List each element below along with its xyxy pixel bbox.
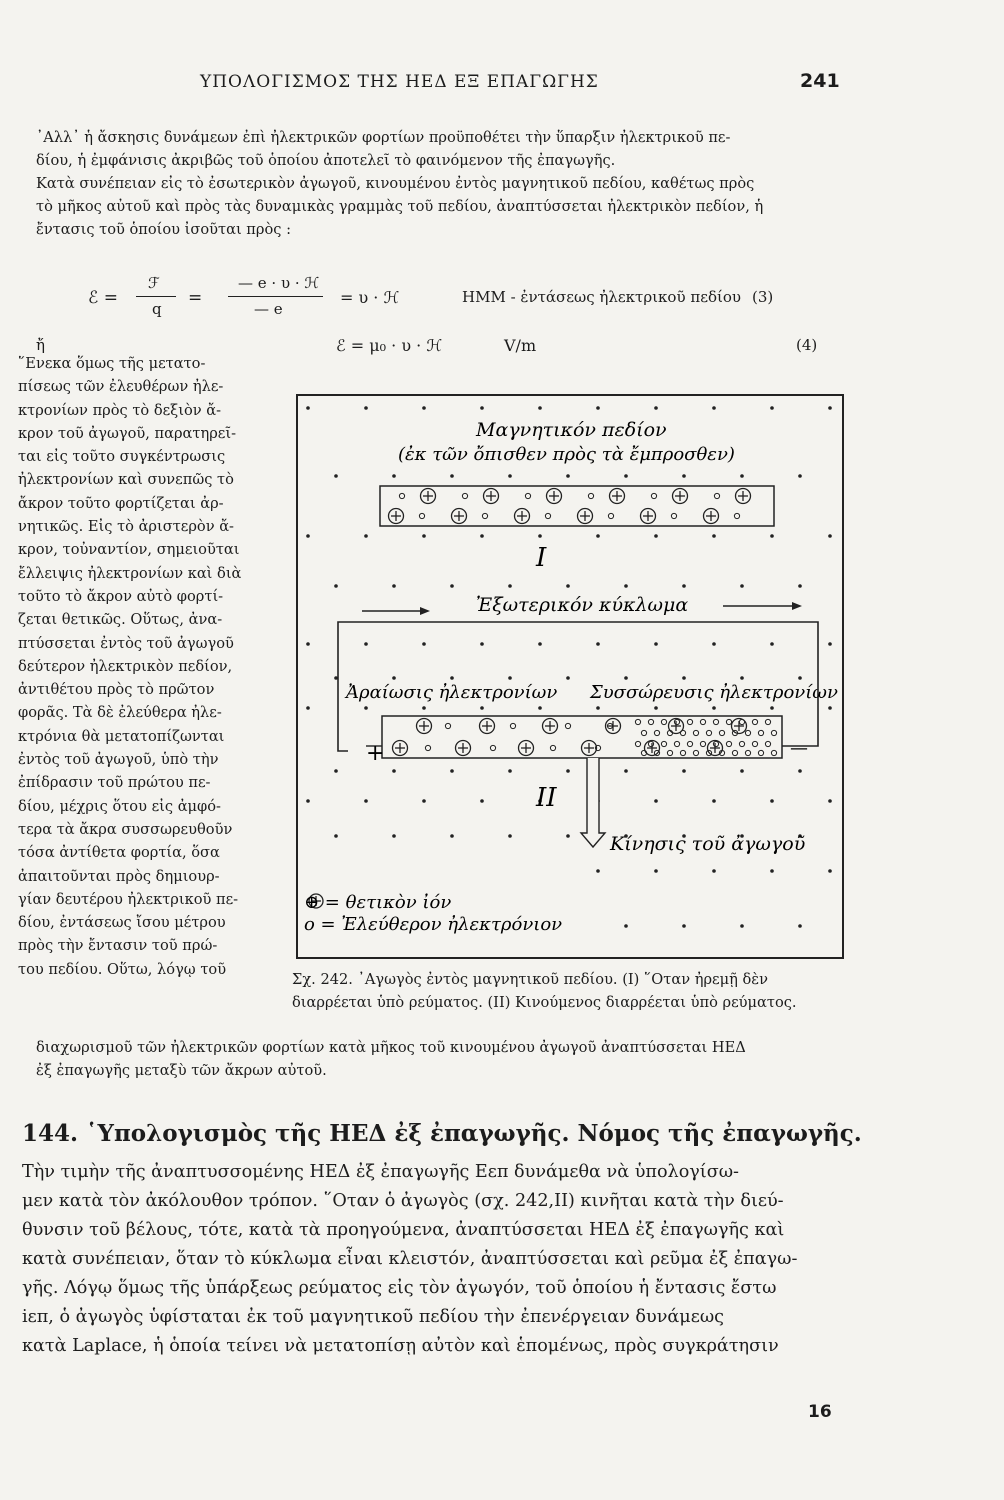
external-circuit-label: Ἐξωτερικόν κύκλωμα <box>476 594 689 616</box>
field-dot <box>654 534 658 538</box>
arrow-head-icon <box>792 602 802 610</box>
text-line: του πεδίου. Οὕτω, λόγῳ τοῦ <box>18 960 227 978</box>
field-dot <box>624 676 628 680</box>
field-dot <box>566 676 570 680</box>
field-dot <box>392 834 396 838</box>
field-dot <box>334 584 338 588</box>
rarefaction-label: Ἀραίωσις ἠλεκτρονίων <box>346 682 558 703</box>
figure-title-1: Μαγνητικόν πεδίον <box>476 419 667 441</box>
field-dot <box>712 706 716 710</box>
field-dot <box>654 799 658 803</box>
field-dot <box>450 584 454 588</box>
eq3-frac1-num: ℱ <box>148 274 160 292</box>
field-dot <box>364 706 368 710</box>
plus-terminal: + <box>366 741 385 766</box>
field-dot <box>566 474 570 478</box>
field-dot <box>828 799 832 803</box>
text-line: κρον, τοὐναντίον, σημειοῦται <box>18 541 240 559</box>
field-dot <box>508 769 512 773</box>
page-number: 241 <box>800 70 840 92</box>
text-line: ται εἰς τοῦτο συγκέντρωσις <box>18 448 226 466</box>
section-heading: 144. ῾Υπολογισμὸς τῆς ΗΕΔ ἐξ ἐπαγωγῆς. Νόμος τῆς ἐπαγωγῆς. <box>22 1120 862 1147</box>
field-dot <box>798 584 802 588</box>
motion-label: Κίνησις τοῦ ἀγωγοῦ <box>610 833 806 855</box>
field-dot <box>364 406 368 410</box>
field-dot <box>306 642 310 646</box>
field-dot <box>306 406 310 410</box>
field-dot <box>480 642 484 646</box>
field-dot <box>450 834 454 838</box>
field-dot <box>538 642 542 646</box>
running-title: ΥΠΟΛΟΓΙΣΜΟΣ ΤΗΣ ΗΕΔ ΕΞ ΕΠΑΓΩΓΗΣ <box>200 72 599 92</box>
figure-title-2: (ἐκ τῶν ὄπισθεν πρὸς τὰ ἔμπροσθεν) <box>398 444 735 465</box>
text-line: ἔλλειψις ἠλεκτρονίων καὶ διὰ <box>18 564 242 582</box>
intro-paragraph <box>36 126 836 241</box>
text-line: δεύτερον ἠλεκτρικὸν πεδίον, <box>18 657 233 675</box>
field-dot <box>712 799 716 803</box>
eq4-prefix: ἤ <box>36 336 45 354</box>
eq4-number: (4) <box>796 336 818 354</box>
figure-drawing <box>298 396 842 957</box>
field-dot <box>740 474 744 478</box>
field-dot <box>596 534 600 538</box>
accumulation-label: Συσσώρευσις ἠλεκτρονίων <box>590 682 838 703</box>
text-line: τοῦτο τὸ ἄκρον αὐτὸ φορτί- <box>18 587 224 605</box>
field-dot <box>624 924 628 928</box>
field-dot <box>682 924 686 928</box>
arrow-head-icon <box>420 607 430 615</box>
text-line: διαχωρισμοῦ τῶν ἠλεκτρικῶν φορτίων κατὰ μῆκος τοῦ κινουμένου ἀγωγοῦ ἀναπτύσσεται ΗΕΔ <box>36 1039 746 1056</box>
field-dot <box>712 869 716 873</box>
text-line: ἄκρον τοῦτο φορτίζεται ἀρ- <box>18 494 224 512</box>
text-line: κρον τοῦ ἀγωγοῦ, παρατηρεῖ- <box>18 424 236 442</box>
field-dot <box>392 769 396 773</box>
eq3-lhs: ℰ = <box>88 288 118 308</box>
field-dot <box>798 769 802 773</box>
eq4-units: V/m <box>504 336 537 355</box>
field-dot <box>682 474 686 478</box>
field-dot <box>364 799 368 803</box>
text-line: ἐντὸς τοῦ ἀγωγοῦ, ὑπὸ τὴν <box>18 751 219 769</box>
field-dot <box>566 834 570 838</box>
signature-mark: 16 <box>808 1402 832 1422</box>
field-dot <box>450 676 454 680</box>
eq3-frac1-den: q <box>152 300 162 318</box>
text-line: δίου, ἡ ἐμφάνισις ἀκριβῶς τοῦ ὁποίου ἀποτελεῖ τὸ φαινόμενον τῆς ἐπαγωγῆς. <box>36 152 616 169</box>
legend-electron-label: ο = Ἐλεύθερον ἠλεκτρόνιον <box>304 914 563 935</box>
caption-line: διαρρέεται ὑπὸ ρεύματος. (II) Κινούμενος διαρρέεται ὑπὸ ρεύματος. <box>292 994 797 1011</box>
field-dot <box>334 834 338 838</box>
text-line: Κατὰ συνέπειαν εἰς τὸ ἐσωτερικὸν ἀγωγοῦ, κινουμένου ἐντὸς μαγνητικοῦ πεδίου, καθέτως πρὸς <box>36 175 755 192</box>
field-dot <box>596 406 600 410</box>
field-dot <box>538 534 542 538</box>
field-dot <box>740 676 744 680</box>
field-dot <box>770 406 774 410</box>
field-dot <box>798 924 802 928</box>
text-line: φορᾶς. Τὰ δὲ ἐλεύθερα ἠλε- <box>18 704 222 722</box>
text-line: πτύσσεται ἐντὸς τοῦ ἀγωγοῦ <box>18 634 234 652</box>
field-dot <box>334 474 338 478</box>
field-dot <box>392 584 396 588</box>
fraction-bar <box>136 296 176 297</box>
text-line: ᾿Αλλ᾿ ἡ ἄσκησις δυνάμεων ἐπὶ ἠλεκτρικῶν φορτίων προϋποθέτει τὴν ὕπαρξιν ἠλεκτρικοῦ πε- <box>36 129 731 146</box>
text-line: ἠλεκτρονίων καὶ συνεπῶς τὸ <box>18 471 234 489</box>
field-dot <box>566 584 570 588</box>
text-line: πρὸς τὴν ἔντασιν τοῦ πρώ- <box>18 937 218 955</box>
field-dot <box>770 799 774 803</box>
field-dot <box>392 676 396 680</box>
field-dot <box>740 924 744 928</box>
text-line: κτρόνια θὰ μετατοπίζωνται <box>18 727 225 745</box>
text-line: κτρονίων πρὸς τὸ δεξιὸν ἄ- <box>18 401 222 419</box>
eq3-label: ΗΜΜ - ἐντάσεως ἠλεκτρικοῦ πεδίου <box>462 288 742 306</box>
roman-numeral-2: II <box>536 783 557 813</box>
field-dot <box>624 584 628 588</box>
field-dot <box>770 642 774 646</box>
field-dot <box>682 769 686 773</box>
field-dot <box>450 474 454 478</box>
field-dot <box>770 869 774 873</box>
field-dot <box>422 799 426 803</box>
field-dot <box>798 474 802 478</box>
field-dot <box>392 474 396 478</box>
field-dot <box>480 534 484 538</box>
text-line: iεπ, ὁ ἀγωγὸς ὑφίσταται ἐκ τοῦ μαγνητικοῦ πεδίου τὴν ἐπενέργειαν δυνάμεως <box>22 1307 725 1327</box>
field-dot <box>364 642 368 646</box>
text-line: γίαν δευτέρου ἠλεκτρικοῦ πε- <box>18 890 239 908</box>
field-dot <box>740 769 744 773</box>
field-dot <box>712 534 716 538</box>
field-dot <box>770 706 774 710</box>
legend-ion-label: ⊕ = θετικὸν ἰόν <box>304 892 452 913</box>
conductor-rod-1 <box>380 486 774 526</box>
field-dot <box>828 534 832 538</box>
eq3-equals: = <box>188 288 203 308</box>
field-dot <box>596 706 600 710</box>
field-dot <box>334 769 338 773</box>
field-dot <box>566 769 570 773</box>
continuation-paragraph <box>36 1036 866 1082</box>
text-line: ῞Ενεκα ὅμως τῆς μετατο- <box>18 355 206 372</box>
text-line: ἀντιθέτου πρὸς τὸ πρῶτον <box>18 681 215 699</box>
field-dot <box>828 706 832 710</box>
text-line: γῆς. Λόγῳ ὅμως τῆς ὑπάρξεως ρεύματος εἰς τὸν ἀγωγόν, τοῦ ὁποίου ἡ ἔντασις ἔστω <box>22 1278 777 1298</box>
field-dot <box>450 769 454 773</box>
eq3-frac2-den: — e <box>254 300 283 318</box>
field-dot <box>480 799 484 803</box>
field-dot <box>654 406 658 410</box>
field-dot <box>538 406 542 410</box>
text-line: τερα τὰ ἄκρα συσσωρευθοῦν <box>18 820 233 838</box>
field-dot <box>740 584 744 588</box>
field-dot <box>422 534 426 538</box>
eq3-frac2-num: — e · υ · ℋ <box>238 274 320 292</box>
text-line: μεν κατὰ τὸν ἀκόλουθον τρόπον. ῞Οταν ὁ ἀγωγὸς (σχ. 242,II) κινῆται κατὰ τὴν διεύ- <box>22 1191 784 1211</box>
field-dot <box>508 676 512 680</box>
field-dot <box>770 534 774 538</box>
field-dot <box>682 584 686 588</box>
field-dot <box>682 676 686 680</box>
field-dot <box>712 406 716 410</box>
field-dot <box>624 474 628 478</box>
text-line: νητικῶς. Εἰς τὸ ἀριστερὸν ἄ- <box>18 518 234 536</box>
text-line: δίου, ἐντάσεως ἴσου μέτρου <box>18 914 226 932</box>
field-dot <box>306 799 310 803</box>
text-line: Τὴν τιμὴν τῆς ἀναπτυσσομένης ΗΕΔ ἐξ ἐπαγωγῆς Εεπ δυνάμεθα νὰ ὑπολογίσω- <box>22 1162 739 1182</box>
text-line: ἔντασις τοῦ ὁποίου ἰσοῦται πρὸς : <box>36 221 291 238</box>
text-line: πίσεως τῶν ἐλευθέρων ἠλε- <box>18 378 224 396</box>
field-dot <box>596 869 600 873</box>
text-line: ἐπίδρασιν τοῦ πρώτου πε- <box>18 774 211 792</box>
text-line: κατὰ Laplace, ἡ ὁποία τείνει νὰ μετατοπίσῃ αὐτὸν καὶ ἑπομένως, πρὸς συγκράτησιν <box>22 1336 779 1356</box>
fraction-bar <box>228 296 323 297</box>
field-dot <box>654 642 658 646</box>
field-dot <box>828 869 832 873</box>
field-dot <box>654 869 658 873</box>
page-header <box>0 62 1004 102</box>
field-dot <box>422 706 426 710</box>
eq3-rhs: = υ · ℋ <box>340 288 400 307</box>
field-dot <box>654 706 658 710</box>
field-dot <box>508 834 512 838</box>
field-dot <box>364 534 368 538</box>
field-dot <box>596 642 600 646</box>
minus-terminal: — <box>790 738 808 759</box>
field-dot <box>712 642 716 646</box>
eq3-number: (3) <box>752 288 774 306</box>
field-dot <box>508 584 512 588</box>
field-dot <box>828 642 832 646</box>
field-dot <box>306 534 310 538</box>
field-dot <box>508 474 512 478</box>
field-dot <box>828 406 832 410</box>
text-line: ἀπαιτοῦνται πρὸς δημιουρ- <box>18 867 220 885</box>
field-dot <box>422 642 426 646</box>
field-dot <box>480 706 484 710</box>
text-line: δίου, μέχρις ὅτου εἰς ἀμφό- <box>18 797 221 815</box>
figure-caption <box>292 969 868 1015</box>
field-dot <box>538 706 542 710</box>
text-line: κατὰ συνέπειαν, ὅταν τὸ κύκλωμα εἶναι κλειστόν, ἀναπτύσσεται καὶ ρεῦμα ἐξ ἐπαγω- <box>22 1249 798 1269</box>
field-dot <box>798 676 802 680</box>
text-line: ἐξ ἐπαγωγῆς μεταξὺ τῶν ἄκρων αὐτοῦ. <box>36 1062 327 1079</box>
caption-line: Σχ. 242. ᾿Αγωγὸς ἐντὸς μαγνητικοῦ πεδίου. (Ι) ῞Οταν ἠρεμῇ δὲν <box>292 971 768 988</box>
equation-3 <box>88 276 848 326</box>
field-dot <box>624 769 628 773</box>
figure-242 <box>296 394 844 959</box>
field-dot <box>480 406 484 410</box>
motion-arrow-icon <box>581 758 605 847</box>
field-dot <box>306 706 310 710</box>
text-line: τόσα ἀντίθετα φορτία, ὅσα <box>18 844 220 862</box>
field-dot <box>422 406 426 410</box>
text-line: θυνσιν τοῦ βέλους, τότε, κατὰ τὰ προηγούμενα, ἀναπτύσσεται ΗΕΔ ἐξ ἐπαγωγῆς καὶ <box>22 1220 785 1240</box>
text-line: ζεται θετικῶς. Οὕτως, ἀνα- <box>18 611 223 629</box>
section-body <box>22 1158 862 1361</box>
roman-numeral-1: I <box>536 543 547 573</box>
side-column-text <box>18 352 280 981</box>
text-line: τὸ μῆκος αὐτοῦ καὶ πρὸς τὰς δυναμικὰς γραμμὰς τοῦ πεδίου, ἀναπτύσσεται ἠλεκτρικὸν πεδίον, ἡ <box>36 198 764 215</box>
eq4-expr: ℰ = μ₀ · υ · ℋ <box>336 336 443 355</box>
